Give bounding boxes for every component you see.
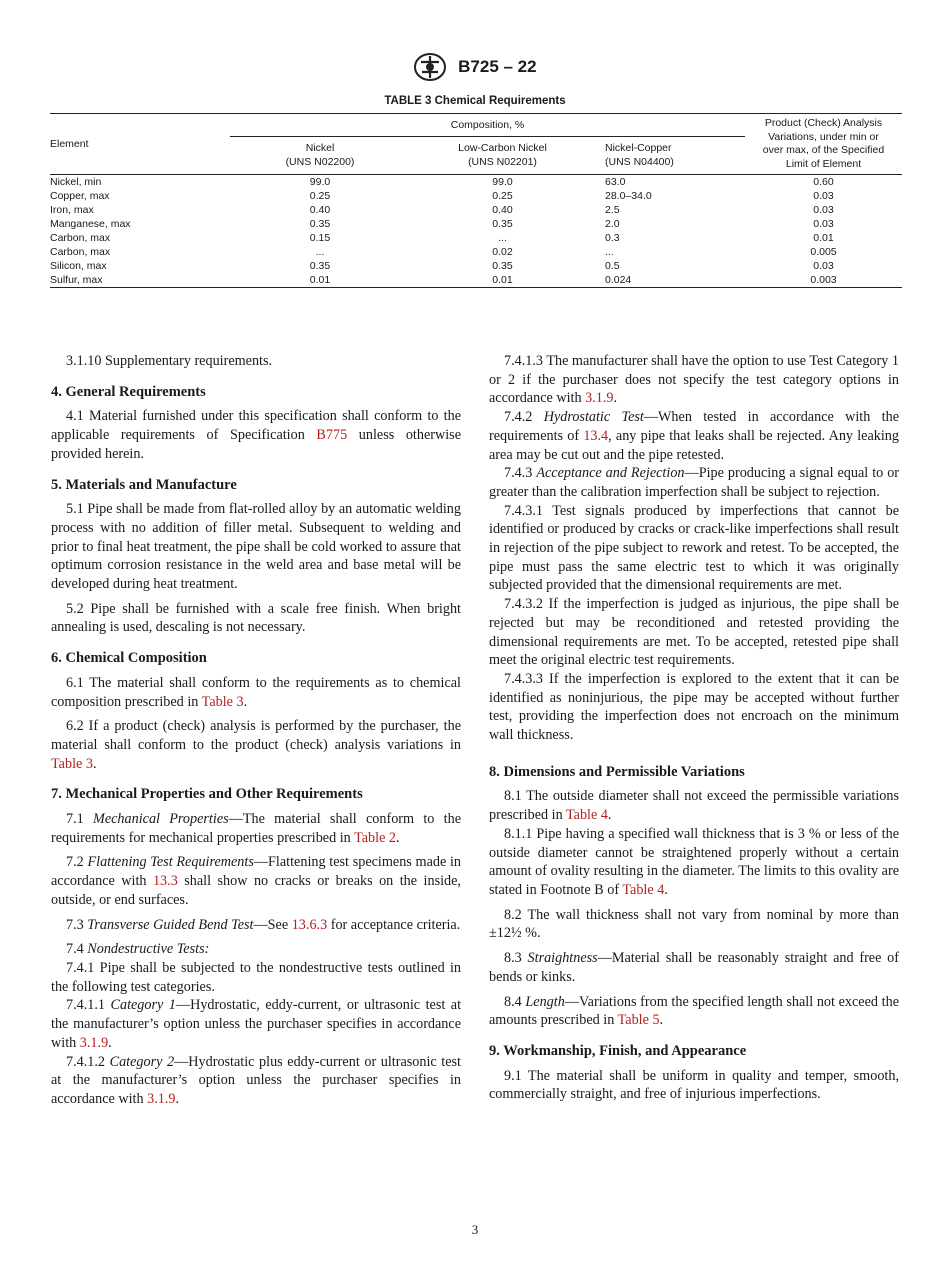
section-heading-8: 8. Dimensions and Permissible Variations [489,763,745,780]
element-cell: Nickel, min [50,176,102,188]
value-cell: 0.01 [309,274,331,286]
value-cell: 0.40 [309,204,331,216]
reference-link[interactable]: Table 2 [354,829,397,846]
value-cell: 63.0 [605,176,626,188]
reference-link[interactable]: B775 [316,427,348,444]
section-heading-9: 9. Workmanship, Finish, and Appearance [489,1042,747,1059]
element-cell: Silicon, max [50,260,107,272]
page-header [0,52,950,82]
product-header-line: Product (Check) Analysis [764,117,883,129]
value-cell: ... [315,246,325,258]
value-cell: 0.15 [309,232,331,244]
reference-link[interactable]: 3.1.9 [147,1090,176,1107]
reference-link[interactable]: Table 4 [622,881,665,898]
value-cell: 0.60 [813,176,834,188]
paragraph-5-2: 5.2 Pipe shall be furnished with a scale free finish. When bright annealing is used, descaling is not necessary. [51,600,461,636]
paragraph-8-1: 8.1 The outside diameter shall not exceed the permissible variations prescribed in Table 4. [489,788,899,824]
table-row [50,245,902,259]
page-number: 3 [471,1222,479,1237]
paragraph-7-4: 7.4 Nondestructive Tests: [66,941,210,958]
column-uns: (UNS N02200) [285,155,355,168]
element-cell: Copper, max [50,190,110,202]
column-header-nickel-copper [595,137,745,175]
document-designation: B725 – 22 [458,57,537,76]
table-row [50,273,902,288]
element-header: Element [50,138,89,150]
column-header-nickel [230,137,410,175]
reference-link[interactable]: 3.1.9 [585,390,614,407]
composition-header: Composition, % [230,114,745,137]
paragraph-8-4: 8.4 Length—Variations from the specified length shall not exceed the amounts prescribed in Table 5. [489,993,899,1029]
paragraph-7-4-2: 7.4.2 Hydrostatic Test—When tested in accordance with the requirements of 13.4, any pipe that leaks shall be rejected. Any leaking area may be cut out and the pipe retested. [489,409,899,463]
value-cell: 0.01 [813,232,834,244]
value-cell: 0.024 [605,274,632,286]
value-cell: 28.0–34.0 [605,190,652,202]
value-cell: 0.3 [605,232,620,244]
value-cell: 99.0 [492,176,513,188]
table-row [50,231,902,245]
paragraph-6-2: 6.2 If a product (check) analysis is performed by the purchaser, the material shall conform to the product (check) analysis variations in Table 3. [51,718,461,772]
paragraph-3-1-10: 3.1.10 Supplementary requirements. [66,353,273,369]
reference-link[interactable]: 3.1.9 [79,1034,109,1051]
element-cell: Sulfur, max [50,274,103,286]
chemical-requirements-table [50,113,902,288]
paragraph-7-1: 7.1 Mechanical Properties—The material shall conform to the requirements for mechanical properties prescribed in Table 2. [51,811,461,846]
column-name: Nickel [305,142,335,154]
section-heading-6: 6. Chemical Composition [51,650,207,667]
section-heading-4: 4. General Requirements [51,383,206,400]
paragraph-7-4-1-3: 7.4.1.3 The manufacturer shall have the option to use Test Category 1 or 2 if the purchaser does not specify the test category options in accordance with 3.1.9. [489,353,899,407]
reference-link[interactable]: Table 4 [565,807,608,824]
paragraph-9-1: 9.1 The material shall be uniform in quality and temper, smooth, commercially straight, and free of injurious imperfections. [489,1067,899,1103]
table-row [50,189,902,203]
value-cell: 0.5 [605,260,620,272]
paragraph-7-4-1-1: 7.4.1.1 Category 1—Hydrostatic, eddy-current, or ultrasonic test at the manufacturer’s option unless the purchaser specifies in accordance with 3.1.9. [51,997,462,1051]
value-cell: 0.02 [492,246,513,258]
astm-logo-icon [413,52,447,82]
value-cell: 0.35 [309,218,331,230]
element-cell: Carbon, max [50,232,111,244]
paragraph-5-1: 5.1 Pipe shall be made from flat-rolled alloy by an automatic welding process with no addition of filler metal. Subsequent to welding and prior to final heat treatment, the pipe shall be cold worked to assure that optimum corrosion resistance in the weld area and base metal will be developed during heat treatment. [51,501,461,593]
paragraph-7-4-3-1: 7.4.3.1 Test signals produced by imperfections that cannot be identified or produced by cracks or crack-like imperfections shall result in rejection of the pipe subject to rework and retest. To be accepted, the pipe must pass the same electric test to which it was originally subjected provided that the dimensional requirements are met. [489,502,899,594]
value-cell: 0.25 [492,190,513,202]
paragraph-7-4-3: 7.4.3 Acceptance and Rejection—Pipe producing a signal equal to or greater than the calibration imperfection shall be subject to rejection. [489,465,900,500]
element-cell: Manganese, max [50,218,131,230]
paragraph-7-4-3-2: 7.4.3.2 If the imperfection is judged as injurious, the pipe shall be rejected but may be reconditioned and retested providing the dimensional requirements are met. To be accepted, retested pipe shall meet the original electric test requirements. [489,596,899,669]
reference-link[interactable]: 13.3 [152,873,178,890]
value-cell: 0.003 [810,274,837,286]
table-row [50,217,902,231]
product-analysis-header [745,114,902,175]
column-uns: (UNS N02201) [468,155,537,168]
value-cell: 0.25 [309,190,331,202]
value-cell: ... [605,246,614,258]
table-row [50,203,902,217]
reference-link[interactable]: Table 3 [201,693,244,710]
column-name: Nickel-Copper [605,142,672,154]
product-header-line: Limit of Element [785,157,862,170]
value-cell: ... [498,232,507,244]
column-header-low-carbon-nickel [410,137,595,175]
value-cell: 2.0 [605,218,620,230]
reference-link[interactable]: Table 5 [617,1012,660,1029]
table-row [50,175,902,190]
right-column [489,352,899,1110]
value-cell: 0.03 [813,190,834,202]
paragraph-7-3: 7.3 Transverse Guided Bend Test—See 13.6.3 for acceptance criteria. [66,916,461,933]
paragraph-8-1-1: 8.1.1 Pipe having a specified wall thickness that is 3 % or less of the outside diameter cannot be straightened properly without a certain amount of ovality resulting in the diameter. The limits to this ovality are stated in Footnote B of Table 4. [489,825,899,898]
table-title: TABLE 3 Chemical Requirements [384,95,566,107]
paragraph-7-4-3-3: 7.4.3.3 If the imperfection is explored to the extent that it can be identified as noninjurious, the pipe may be accepted without further test, providing the imperfection does not encroach on the minimum wall thickness. [489,670,899,744]
paragraph-6-1: 6.1 The material shall conform to the requirements as to chemical composition prescribed in Table 3. [51,674,461,710]
reference-link[interactable]: Table 3 [51,755,93,772]
value-cell: 0.03 [813,204,834,216]
value-cell: 0.03 [813,260,834,272]
reference-link[interactable]: 13.6.3 [291,916,328,933]
section-heading-5: 5. Materials and Manufacture [51,476,237,493]
paragraph-8-2: 8.2 The wall thickness shall not vary from nominal by more than ±12½ %. [489,906,899,942]
value-cell: 99.0 [309,176,331,188]
value-cell: 0.40 [492,204,513,216]
value-cell: 0.35 [492,260,513,272]
section-heading-7: 7. Mechanical Properties and Other Requirements [51,786,363,803]
value-cell: 0.03 [813,218,834,230]
product-header-line: Variations, under min or [768,130,879,143]
paragraph-7-4-1-2: 7.4.1.2 Category 2—Hydrostatic plus eddy-current or ultrasonic test at the manufacturer’s option unless the purchaser specifies in accordance with 3.1.9. [51,1053,461,1107]
value-cell: 0.01 [492,274,513,286]
table-row [50,259,902,273]
value-cell: 0.35 [492,218,513,230]
left-column [51,352,461,1109]
value-cell: 2.5 [605,204,620,216]
paragraph-4-1: 4.1 Material furnished under this specification shall conform to the applicable requirements of Specification B775 unless otherwise provided herein. [51,408,461,462]
value-cell: 0.35 [309,260,331,272]
column-uns: (UNS N04400) [605,155,674,168]
product-header-line: over max, of the Specified [762,144,885,156]
element-cell: Iron, max [50,204,94,216]
value-cell: 0.005 [810,246,837,258]
column-name: Low-Carbon Nickel [458,142,547,154]
paragraph-8-3: 8.3 Straightness—Material shall be reasonably straight and free of bends or kinks. [489,950,899,985]
paragraph-7-2: 7.2 Flattening Test Requirements—Flattening test specimens made in accordance with 13.3 shall show no cracks or breaks on the inside, outside, or end surfaces. [51,854,462,908]
element-cell: Carbon, max [50,246,111,258]
reference-link[interactable]: 13.4 [583,427,609,444]
paragraph-7-4-1: 7.4.1 Pipe shall be subjected to the nondestructive tests outlined in the following test categories. [51,959,461,995]
